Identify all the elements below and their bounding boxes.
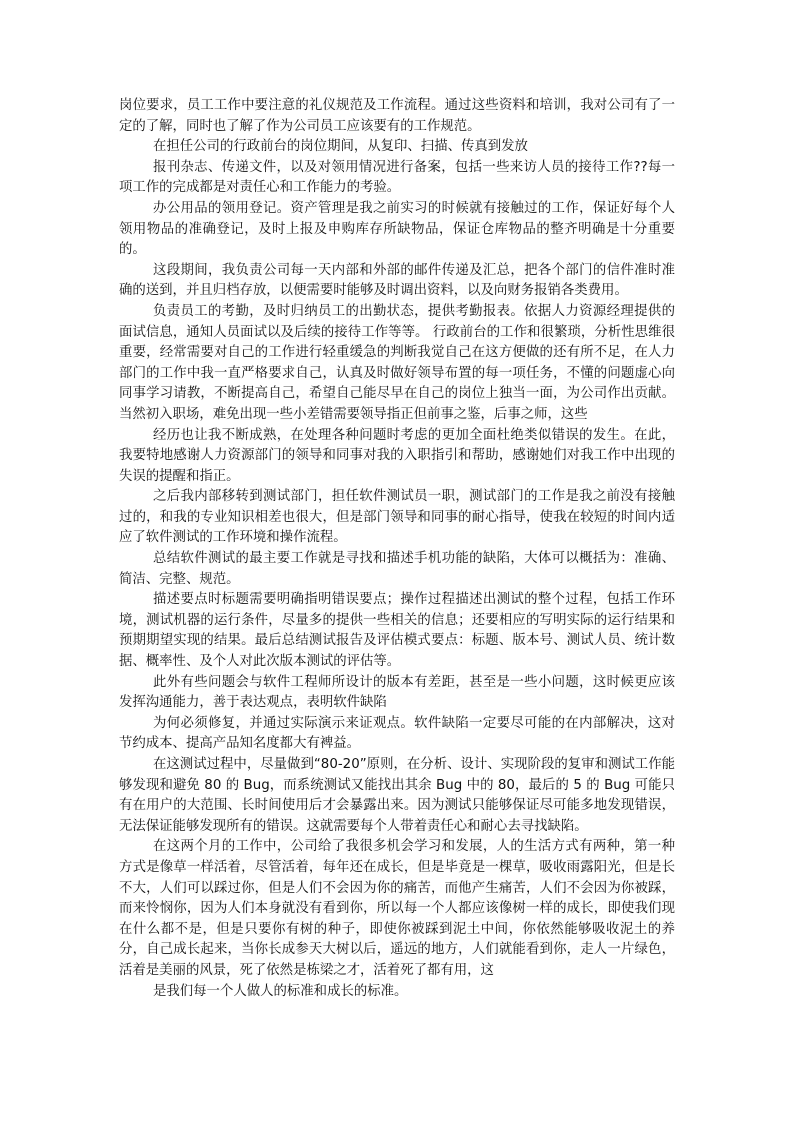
paragraph-10: 描述要点时标题需要明确指明错误要点；操作过程描述出测试的整个过程，包括工作环境，测试机器的运行条件，尽量多的提供一些相关的信息；还要相应的写明实际的运行结果和预期期望实现的结果。最后总结测试报告及评估模式要点：标题、版本号、测试人员、统计数据、概率性、及个人对此次版本测试的评估等。 [119, 592, 675, 670]
paragraph-11: 此外有些问题会与软件工程师所设计的版本有差距，甚至是一些小问题，这时候更应该发挥沟通能力，善于表达观点，表明软件缺陷 [119, 674, 675, 711]
document-body [119, 96, 675, 1002]
paragraph-6: 负责员工的考勤，及时归纳员工的出勤状态，提供考勤报表。依据人力资源经理提供的面试信息，通知人员面试以及后续的接待工作等等。 行政前台的工作和很繁琐，分析性思维很重要，经常需要对自己的工作进行轻重缓急的判断我觉自己在这方便做的还有所不足，在人力部门的工作中我一直严格要求自己，认真及时做好领导布置的每一项任务，不懂的问题虚心向同事学习请教，不断提高自己，希望自己能尽早在自己的岗位上独当一面，为公司作出贡献。当然初入职场，难免出现一些小差错需要领导指正但前事之鉴，后事之师，这些 [119, 303, 675, 422]
paragraph-13: 在这测试过程中，尽量做到“80-20”原则，在分析、设计、实现阶段的复审和测试工作能够发现和避免 80 的 Bug，而系统测试又能找出其余 Bug 中的 80，最后的 5 的 Bug 可能只有在用户的大范围、长时间使用后才会暴露出来。因为测试只能够保证尽可能多地发现错误，无法保证能够发现所有的错误。这就需要每个人带着责任心和耐心去寻找缺陷。 [119, 757, 675, 834]
paragraph-2: 在担任公司的行政前台的岗位期间，从复印、扫描、传真到发放 [153, 139, 528, 155]
paragraph-8: 之后我内部移转到测试部门，担任软件测试员一职，测试部门的工作是我之前没有接触过的，和我的专业知识相差也很大，但是部门领导和同事的耐心指导，使我在较短的时间内适应了软件测试的工作环境和操作流程。 [119, 489, 675, 546]
paragraph-9: 总结软件测试的最主要工作就是寻找和描述手机功能的缺陷，大体可以概括为：准确、简洁、完整、规范。 [119, 551, 675, 587]
paragraph-7: 经历也让我不断成熟，在处理各种问题时考虑的更加全面杜绝类似错误的发生。在此，我要特地感谢人力资源部门的领导和同事对我的入职指引和帮助，感谢她们对我工作中出现的失误的提醒和指正。 [119, 427, 675, 484]
paragraph-1: 岗位要求，员工工作中要注意的礼仪规范及工作流程。通过这些资料和培训，我对公司有了一定的了解，同时也了解了作为公司员工应该要有的工作规范。 [119, 98, 675, 134]
paragraph-3: 报刊杂志、传递文件，以及对领用情况进行备案，包括一些来访人员的接待工作??每一项工作的完成都是对责任心和工作能力的考验。 [119, 159, 675, 196]
paragraph-5: 这段期间，我负责公司每一天内部和外部的邮件传递及汇总，把各个部门的信件准时准确的送到，并且归档存放，以便需要时能够及时调出资料，以及向财务报销各类费用。 [119, 262, 675, 299]
paragraph-15: 是我们每一个人做人的标准和成长的标准。 [153, 983, 408, 999]
paragraph-14: 在这两个月的工作中，公司给了我很多机会学习和发展，人的生活方式有两种，第一种方式是像草一样活着，尽管活着，每年还在成长，但是毕竟是一棵草，吸收雨露阳光，但是长不大，人们可以踩过你，但是人们不会因为你的痛苦，而他产生痛苦，人们不会因为你被踩，而来怜悯你，因为人们本身就没有看到你，所以每一个人都应该像树一样的成长，即使我们现在什么都不是，但是只要你有树的种子，即使你被踩到泥土中间，你依然能够吸收泥土的养分，自己成长起来，当你长成参天大树以后，遥远的地方，人们就能看到你，走人一片绿色，活着是美丽的风景，死了依然是栋梁之才，活着死了都有用，这 [119, 839, 675, 978]
paragraph-4: 办公用品的领用登记。资产管理是我之前实习的时候就有接触过的工作，保证好每个人领用物品的准确登记，及时上报及申购库存所缺物品，保证仓库物品的整齐明确是十分重要的。 [119, 200, 675, 258]
paragraph-12: 为何必须修复，并通过实际演示来证观点。软件缺陷一定要尽可能的在内部解决，这对节约成本、提高产品知名度都大有裨益。 [119, 715, 675, 752]
